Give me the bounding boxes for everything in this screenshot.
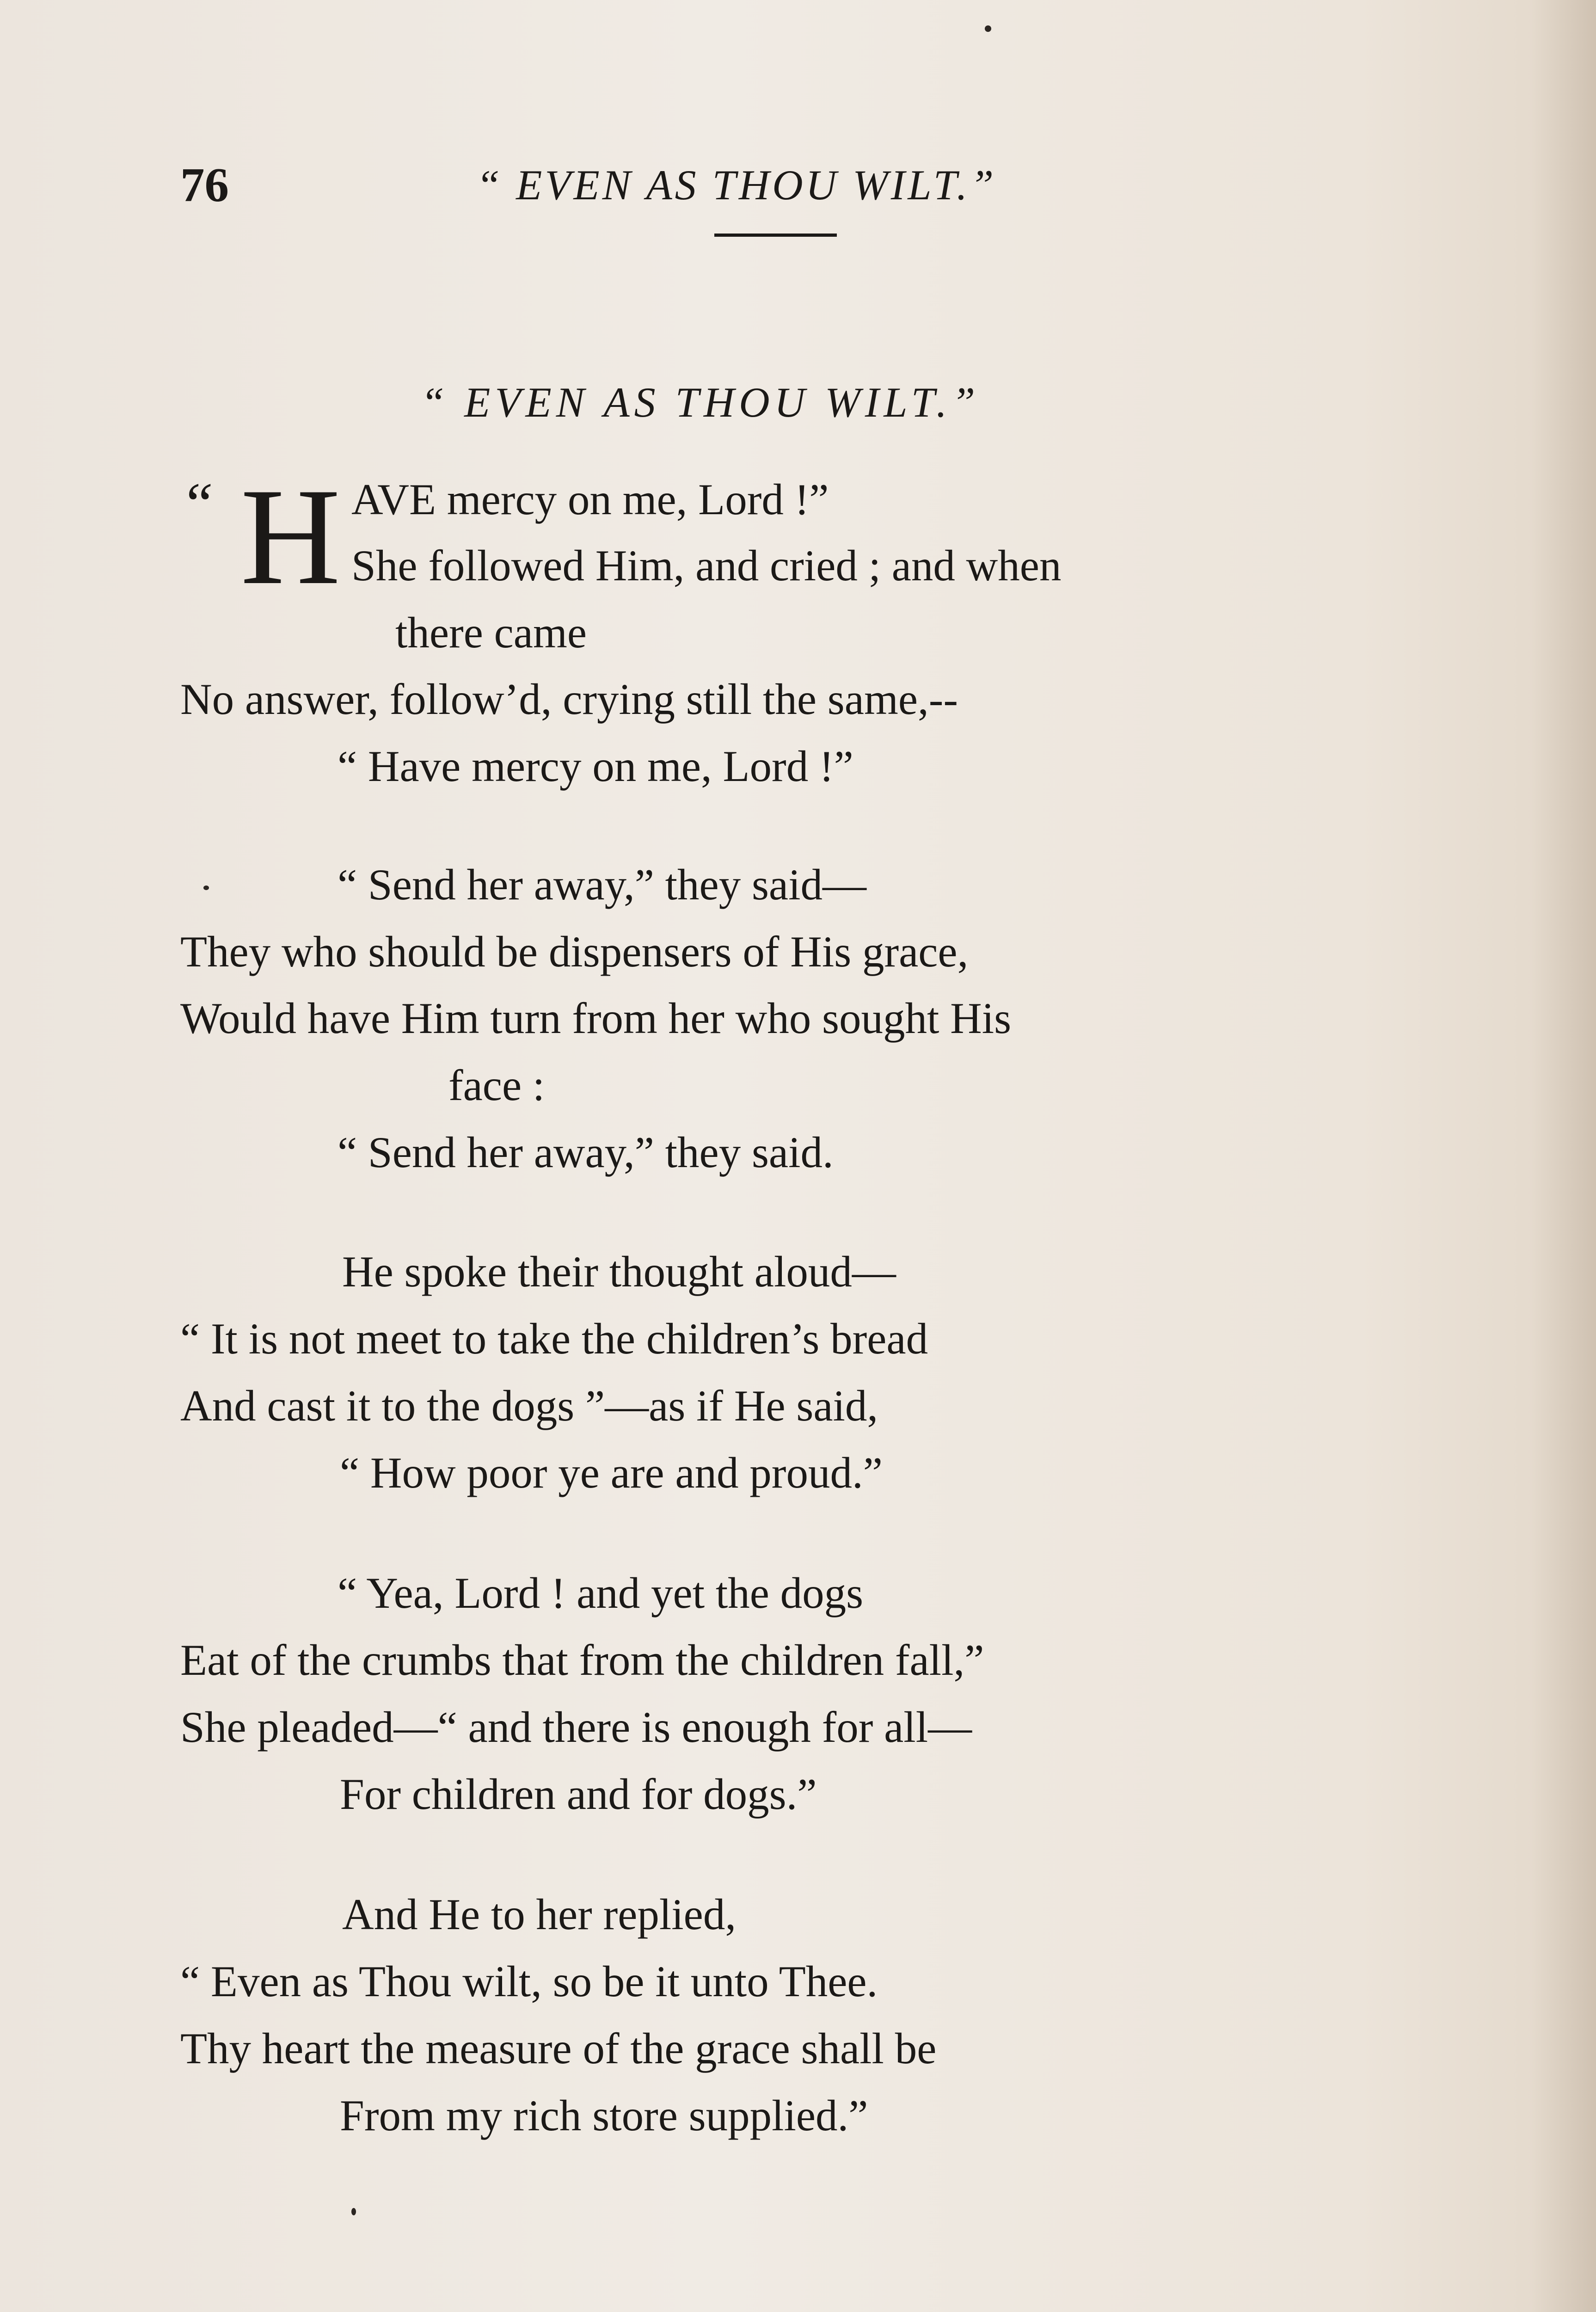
poem-line: “ Send her away,” they said. [338,1128,834,1177]
drop-cap: H [240,460,341,613]
poem-line: Eat of the crumbs that from the children fall,” [180,1636,984,1685]
poem-line: Thy heart the measure of the grace shall be [180,2024,937,2073]
poem-line: And He to her replied, [342,1890,737,1939]
ink-speck [203,885,209,890]
poem-line: “ Have mercy on me, Lord !” [338,742,853,791]
poem-line: there came [395,608,587,657]
poem-line: “ Send her away,” they said— [338,860,866,909]
poem-line: No answer, follow’d, crying still the same,-- [180,675,958,724]
header-rule [714,234,837,237]
page-header [180,153,1410,217]
poem-line: They who should be dispensers of His grace, [180,927,969,976]
running-head: “ EVEN AS THOU WILT.” [476,161,997,209]
open-quote: “ [180,471,214,537]
poem-line: “ Yea, Lord ! and yet the dogs [338,1568,864,1617]
page-number: 76 [180,158,229,212]
ink-speck [985,25,991,32]
poem-line: face : [448,1061,545,1110]
poem-title: “ EVEN AS THOU WILT.” [421,379,980,426]
poem-line: For children and for dogs.” [340,1770,817,1819]
poem-line: And cast it to the dogs ”—as if He said, [180,1381,878,1430]
poem-line: Would have Him turn from her who sought His [180,994,1012,1043]
poem-line: “ How poor ye are and proud.” [340,1448,883,1497]
poem-line: She pleaded—“ and there is enough for all— [180,1703,972,1752]
poem-line: She followed Him, and cried ; and when [351,541,1062,590]
poem-line: AVE mercy on me, Lord !” [351,475,829,524]
poem-line: “ It is not meet to take the children’s bread [180,1314,928,1363]
poem-line: “ Even as Thou wilt, so be it unto Thee. [180,1957,878,2006]
poem-line: From my rich store supplied.” [340,2091,868,2140]
ink-speck [351,2208,356,2215]
page-edge-shadow [1531,0,1596,2312]
poem-line: He spoke their thought aloud— [342,1247,896,1296]
